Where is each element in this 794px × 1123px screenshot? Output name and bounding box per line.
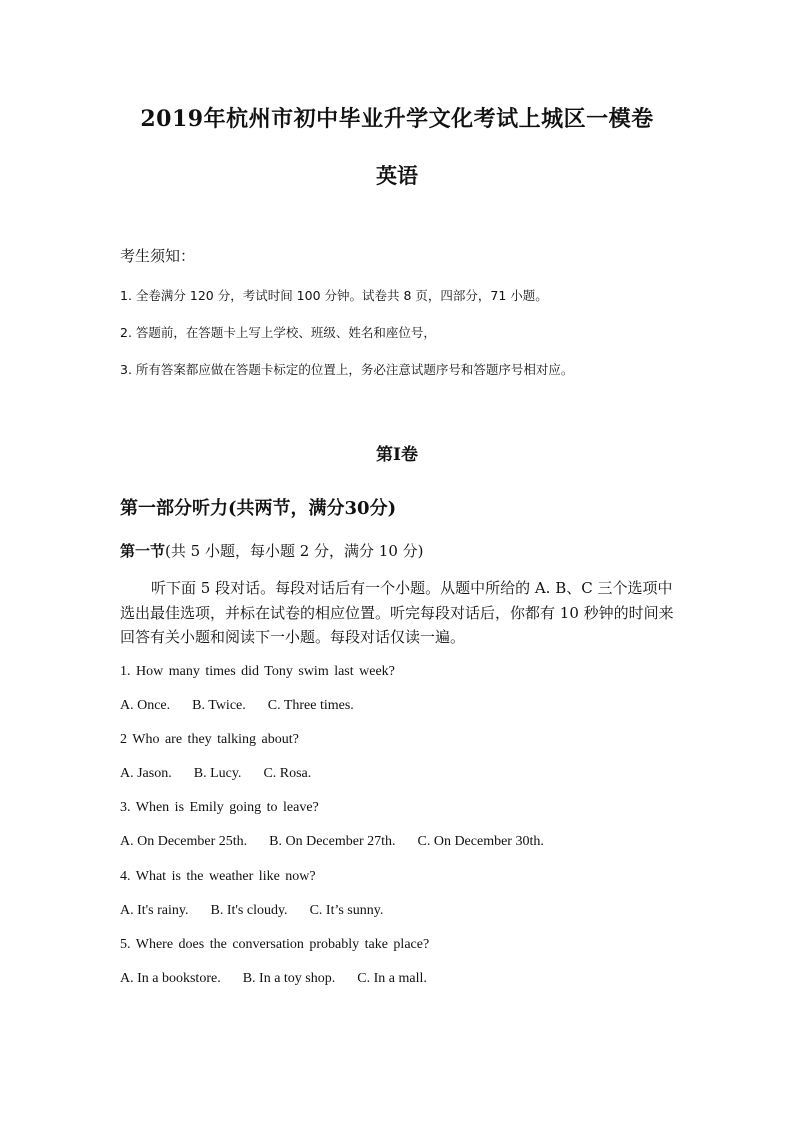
section-info: (共 5 小题，每小题 2 分，满分 10 分) [165,542,424,560]
options-3 [120,834,566,850]
question-1: 1. How many times did Tony swim last week? [120,664,395,679]
notice-heading: 考生须知： [120,247,196,265]
option-a: A. Jason. [120,766,172,781]
exam-title: 2019年杭州市初中毕业升学文化考试上城区一模卷 [140,106,654,132]
question-2: 2 Who are they talking about? [120,732,299,747]
option-c: C. It’s sunny. [309,903,384,918]
question-4: 4. What is the weather like now? [120,869,316,884]
option-a: A. It's rainy. [120,903,189,918]
notice-item-1: 1. 全卷满分 120 分，考试时间 100 分钟。试卷共 8 页，四部分，71 小题。 [120,288,548,303]
option-b: B. Twice. [192,698,246,713]
question-3: 3. When is Emily going to leave? [120,800,319,815]
option-a: A. Once. [120,698,171,713]
options-2 [120,766,333,782]
question-5: 5. Where does the conversation probably take place? [120,937,430,952]
option-c: C. Rosa. [263,766,312,781]
part-heading: 第一部分听力(共两节，满分30分) [120,498,397,519]
option-c: C. Three times. [267,698,354,713]
volume-heading: 第Ⅰ卷 [376,445,418,465]
option-b: B. In a toy shop. [242,971,336,986]
options-1 [120,698,376,714]
option-a: A. In a bookstore. [120,971,221,986]
section-heading [120,540,424,561]
notice-item-3: 3. 所有答案都应做在答题卡标定的位置上，务必注意试题序号和答题序号相对应。 [120,362,574,377]
option-b: B. It's cloudy. [210,903,288,918]
option-c: C. On December 30th. [417,834,544,849]
option-b: B. On December 27th. [269,834,396,849]
option-b: B. Lucy. [193,766,242,781]
subject-title: 英语 [376,163,418,188]
notice-item-2: 2. 答题前，在答题卡上写上学校、班级、姓名和座位号， [120,325,436,340]
options-5 [120,971,449,987]
option-c: C. In a mall. [357,971,427,986]
options-4 [120,903,405,919]
section-instructions: 听下面 5 段对话。每段对话后有一个小题。从题中所给的 A. B、C 三个选项中选出最佳选项，并标在试卷的相应位置。听完每段对话后，你都有 10 秒钟的时间来回答有关小题和阅读下一小题。每段对话仅读一遍。 [120,579,674,646]
option-a: A. On December 25th. [120,834,248,849]
section-label: 第一节 [120,542,166,560]
